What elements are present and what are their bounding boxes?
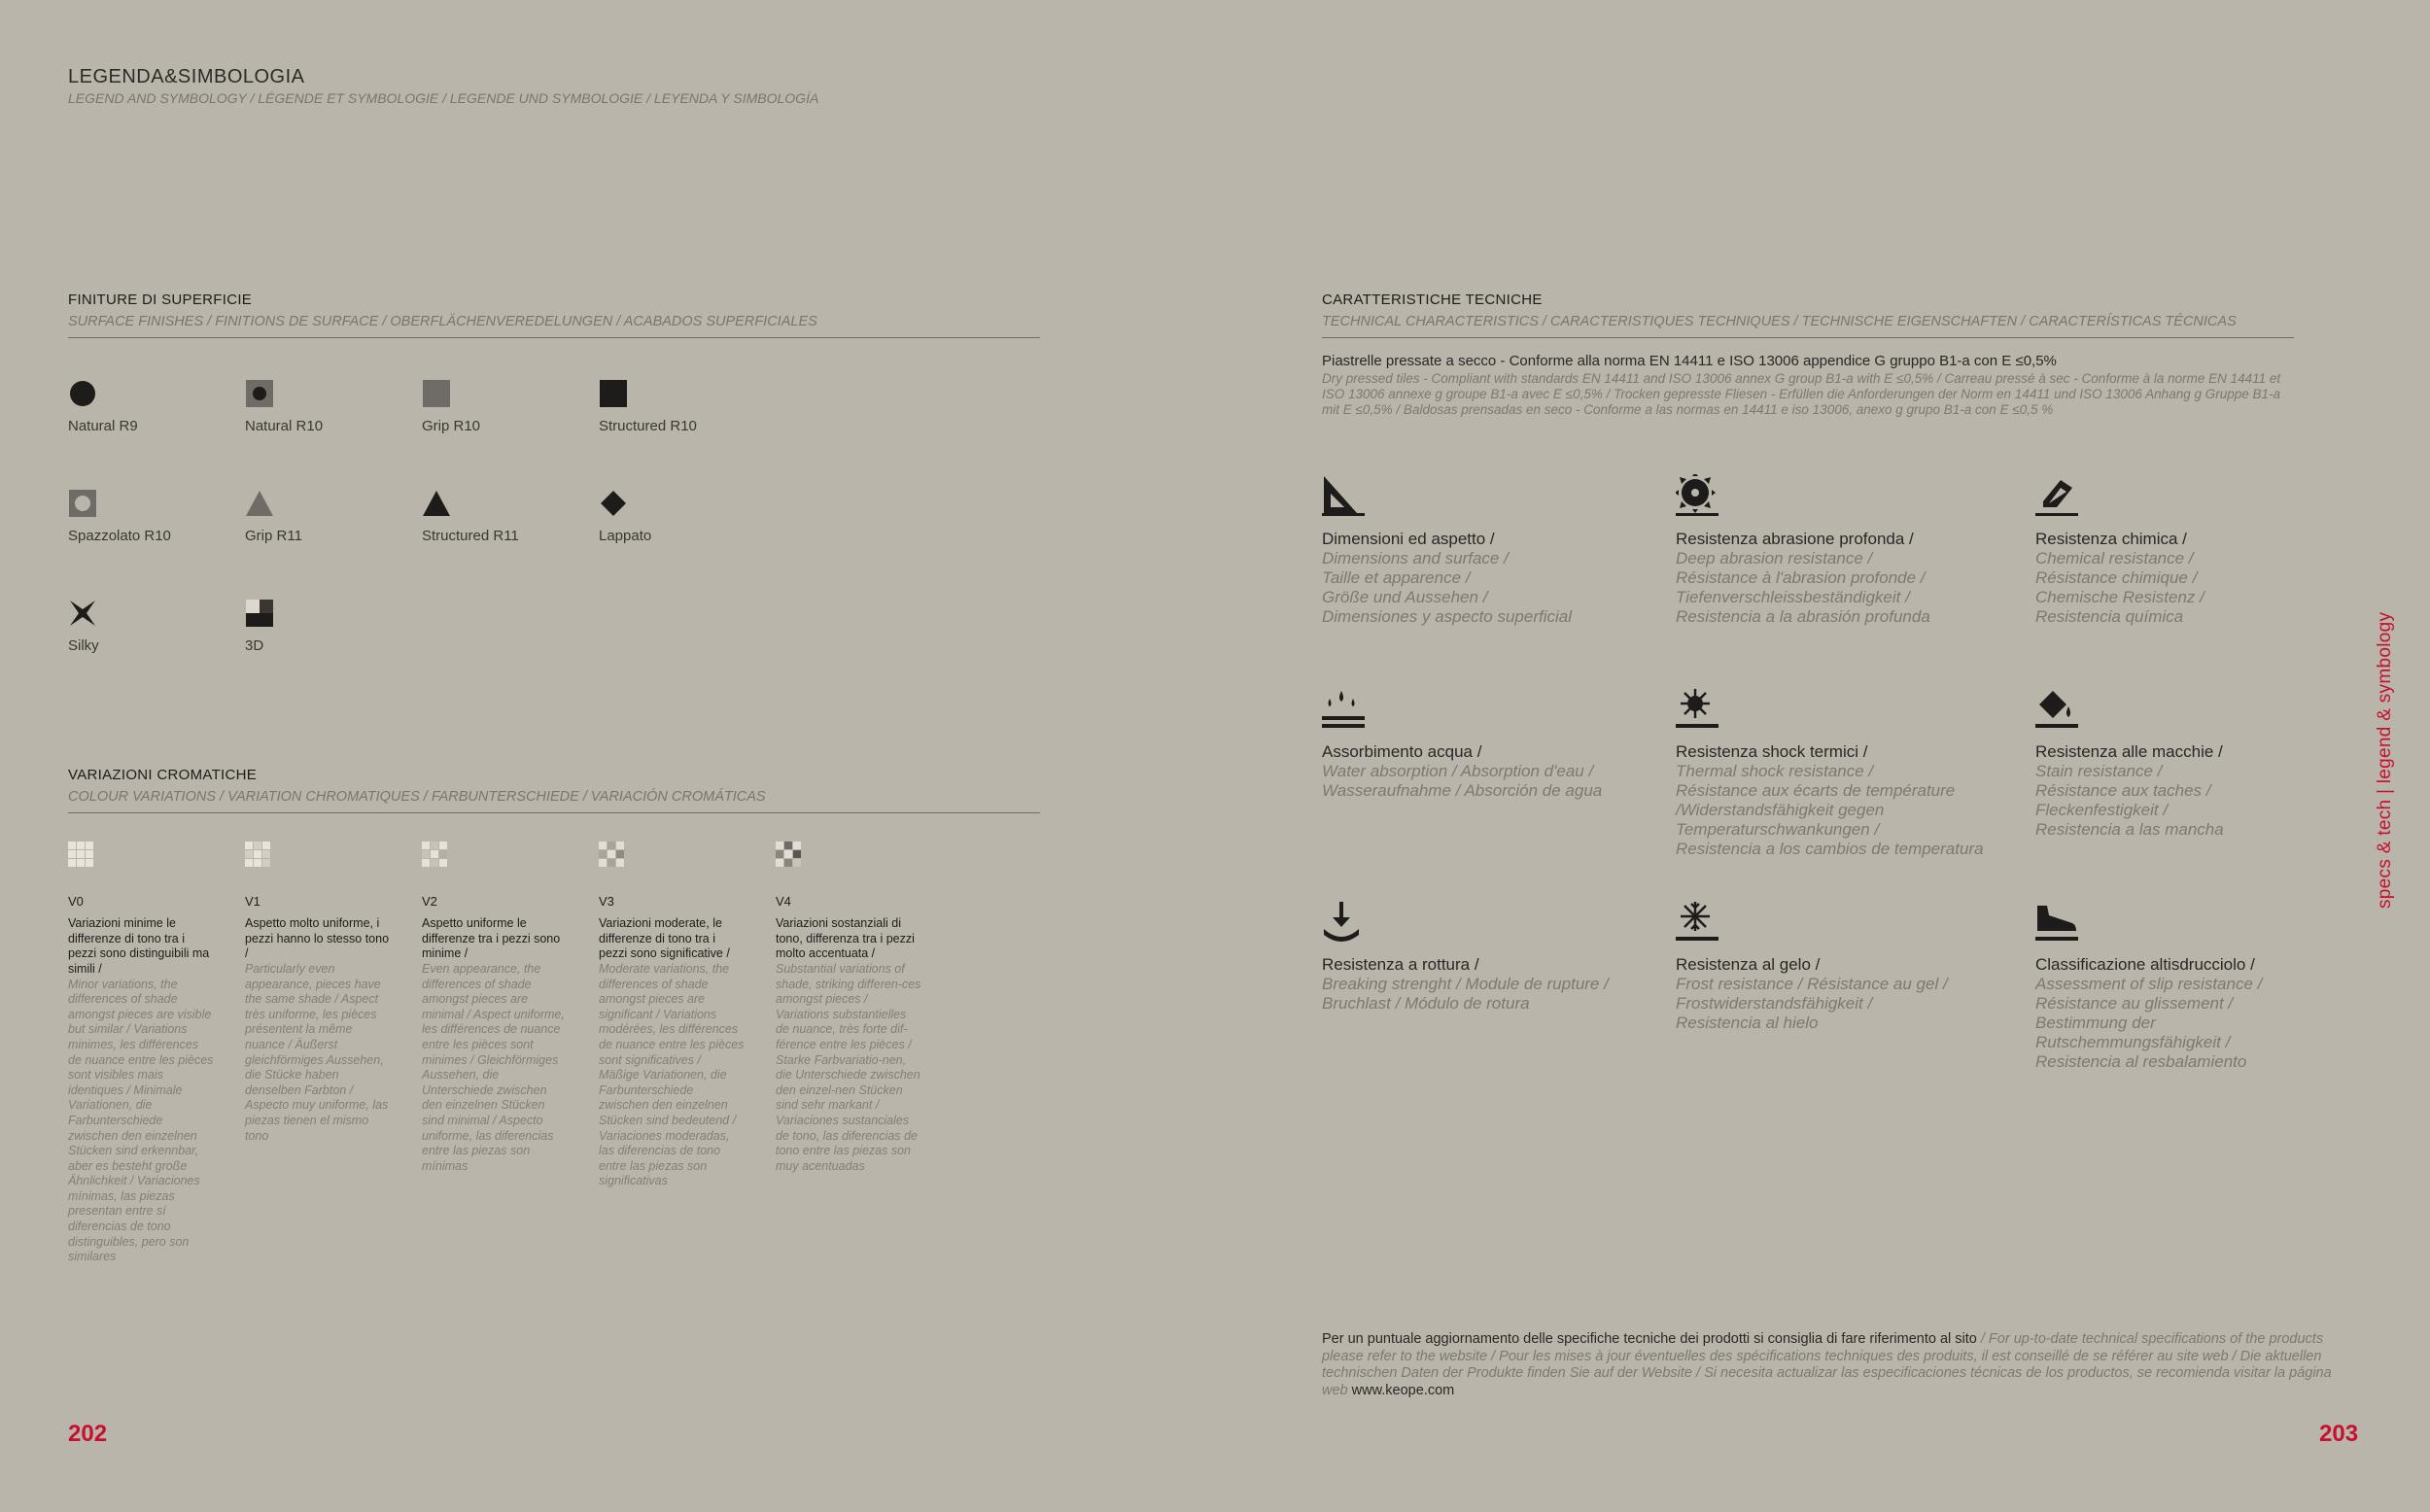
variation-code: V2: [422, 893, 437, 909]
tech-title: Resistenza a rottura /: [1322, 955, 1479, 974]
variation-translations: Particularly even appearance, pieces have the same shade / Aspect très uniforme, les pièces présentent la même nuance / Äußerst gleichförmiges Aussehen, die Stücke haben denselben Farbton / Aspecto muy uniforme, las piezas tienen el mismo tono: [245, 961, 389, 1143]
side-tab: specs & tech | legend & symbology: [2375, 611, 2395, 909]
tech-translation: Bruchlast / Módulo de rotura: [1322, 994, 1530, 1013]
finish-label: Lappato: [599, 528, 652, 544]
finish-label: 3D: [245, 637, 264, 654]
tech-translation: Resistencia al resbalamiento: [2035, 1052, 2247, 1071]
tech-translation: Assessment of slip resistance /: [2035, 975, 2263, 993]
divider: [68, 812, 1040, 813]
tech-translation: Résistance chimique /: [2035, 568, 2198, 587]
page-header: [68, 66, 818, 106]
technical-subtitle: TECHNICAL CHARACTERISTICS / CARACTERISTIQUES TECHNIQUES / TECHNISCHE EIGENSCHAFTEN / CARACTERÍSTICAS TÉCNICAS: [1322, 314, 2237, 329]
tech-item: [2035, 687, 2385, 840]
footer-translations: / For up-to-date technical specifications of the products please refer to the website / Pour les mises à jour éventuelles des spécifications techniques des produits, il est conseillé de se référer au site web / Die aktuellen technischen Daten der Produkte finden Sie auf der Website / Si necesita actualizar las especificaciones técnicas de los productos, se recomienda visitar la página web: [1322, 1331, 2332, 1398]
square-dot-icon: [245, 379, 274, 408]
black-square-icon: [599, 379, 628, 408]
variation-code: V3: [599, 893, 614, 909]
finishes-title: FINITURE DI SUPERFICIE: [68, 292, 253, 308]
tech-translation: Breaking strenght / Module de rupture /: [1322, 975, 1609, 993]
finishes-section-header: [68, 292, 1040, 338]
finish-item: [599, 379, 764, 434]
tech-translation: Resistencia a los cambios de temperatura: [1676, 840, 1984, 858]
diamond-icon: [599, 489, 628, 518]
tech-item: [1322, 687, 1672, 801]
divider: [68, 337, 1040, 338]
finish-item: [68, 489, 233, 544]
footer-main: Per un puntuale aggiornamento delle specifiche tecniche dei prodotti si consiglia di fare riferimento al sito: [1322, 1331, 1977, 1347]
finish-label: Natural R10: [245, 418, 324, 434]
page-subtitle: LEGEND AND SYMBOLOGY / LÉGENDE ET SYMBOLOGIE / LEGENDE UND SYMBOLOGIE / LEYENDA Y SIMBOLOGÍA: [68, 90, 819, 106]
website-link[interactable]: www.keope.com: [1351, 1382, 1455, 1398]
technical-intro-main: Piastrelle pressate a secco - Conforme alla norma EN 14411 e ISO 13006 appendice G gruppo B1-a con E ≤0,5%: [1322, 353, 2057, 369]
v4-swatch-icon: [776, 842, 802, 868]
variation-translations: Moderate variations, the differences of shade amongst pieces are significant / Variations modérées, les différences de nuance entre les pièces sont significatives / Mäßige Variationen, die Farbunterschiede zwischen den einzelnen Stücken sind bedeutend / Variaciones moderadas, las diferencias de tono entre las piezas son significativas: [599, 961, 745, 1188]
finish-label: Grip R11: [245, 528, 302, 544]
tech-item: [1676, 900, 2026, 1033]
variation-description: Variazioni moderate, le differenze di tono tra i pezzi sono significative /: [599, 916, 730, 961]
tech-translation: Résistance aux taches /: [2035, 781, 2211, 800]
divider: [1322, 337, 2294, 338]
page-number-left: 202: [68, 1421, 108, 1447]
variation-description: Variazioni sostanziali di tono, differenza tra i pezzi molto accentuata /: [776, 916, 915, 961]
tech-translation: Chemische Resistenz /: [2035, 588, 2204, 606]
finishes-subtitle: SURFACE FINISHES / FINITIONS DE SURFACE / OBERFLÄCHENVEREDELUNGEN / ACABADOS SUPERFICIALES: [68, 314, 817, 329]
tech-title: Classificazione altisdrucciolo /: [2035, 955, 2255, 974]
tech-title: Dimensioni ed aspetto /: [1322, 530, 1495, 548]
tech-title: Resistenza alle macchie /: [2035, 742, 2223, 761]
variation-translations: Even appearance, the differences of shade amongst pieces are minimal / Aspect uniforme, les différences de nuance entre les pièces sont minimes / Gleichförmiges Aussehen, die Unterschiede zwischen den einzelnen Stücken sind minimal / Aspecto uniforme, las diferencias entre las piezas son mínimas: [422, 961, 565, 1173]
tech-translation: Wasseraufnahme / Absorción de agua: [1322, 781, 1603, 800]
tech-item: [1676, 687, 2026, 859]
tech-translation: /Widerstandsfähigkeit gegen: [1676, 801, 1885, 819]
v2-swatch-icon: [422, 842, 448, 868]
page-number-right: 203: [2319, 1421, 2359, 1447]
tech-translation: Dimensions and surface /: [1322, 549, 1509, 567]
tech-translation: Deep abrasion resistance /: [1676, 549, 1873, 567]
tech-translation: Resistencia al hielo: [1676, 1014, 1819, 1032]
finish-label: Silky: [68, 637, 99, 654]
finish-label: Natural R9: [68, 418, 138, 434]
tech-item: [1322, 474, 1672, 627]
tech-translation: Resistencia química: [2035, 607, 2184, 626]
variation-description: Variazioni minime le differenze di tono tra i pezzi sono distinguibili ma simili /: [68, 916, 210, 976]
technical-title: CARATTERISTICHE TECNICHE: [1322, 292, 1543, 308]
v0-swatch-icon: [68, 842, 94, 868]
tech-translation: Chemical resistance /: [2035, 549, 2194, 567]
snowflake-icon: [1676, 900, 1718, 943]
variation-item: [245, 842, 391, 1144]
tech-title: Resistenza shock termici /: [1676, 742, 1868, 761]
finish-label: Grip R10: [422, 418, 481, 434]
variation-code: V1: [245, 893, 260, 909]
chemical-pour-icon: [2035, 474, 2078, 517]
technical-intro-translations: Dry pressed tiles - Compliant with standards EN 14411 and ISO 13006 annex G group B1-a with E ≤0,5% / Carreau pressé à sec - Conforme à la norme EN 14411 et ISO 13006 annexe g groupe B1-a avec E ≤0,5% / Trocken gepresste Fliesen - Erfüllen die Anforderungen der Norm en 14411 und ISO 13006 Anhang g Gruppe B1-a mit E ≤0,5% / Baldosas prensadas en seco - Conforme a las normas en 14411 e iso 13006, anexo g grupo B1-a con E ≤0,5 %: [1322, 371, 2281, 417]
variations-title: VARIAZIONI CROMATICHE: [68, 767, 258, 783]
finish-item: [422, 489, 587, 544]
finish-item: [245, 379, 410, 434]
grey-triangle-icon: [245, 489, 274, 518]
tech-title: Assorbimento acqua /: [1322, 742, 1482, 761]
thermal-shock-icon: [1676, 687, 1718, 730]
set-square-icon: [1322, 474, 1365, 517]
tech-translation: Frost resistance / Résistance au gel /: [1676, 975, 1948, 993]
star-cross-icon: [68, 599, 97, 628]
variation-item: [776, 842, 921, 1174]
tech-translation: Tiefenverschleissbeständigkeit /: [1676, 588, 1910, 606]
v1-swatch-icon: [245, 842, 271, 868]
variations-subtitle: COLOUR VARIATIONS / VARIATION CHROMATIQUES / FARBUNTERSCHIEDE / VARIACIÓN CROMÁTICAS: [68, 789, 766, 805]
variation-code: V0: [68, 893, 84, 909]
finish-label: Structured R11: [422, 528, 519, 544]
variation-code: V4: [776, 893, 791, 909]
tech-translation: Stain resistance /: [2035, 762, 2163, 780]
variation-translations: Substantial variations of shade, striking differen-ces amongst pieces / Variations substantielles de nuance, très forte dif-férence entre les pièces / Starke Farbvariatio-nen, die Unterschiede zwischen den einzel-nen Stücken sind sehr markant / Variaciones sustanciales de tono, las diferencias de tono entre las piezas son muy acentuadas: [776, 961, 921, 1173]
tech-translation: Water absorption / Absorption d'eau /: [1322, 762, 1594, 780]
saw-blade-icon: [1676, 474, 1718, 517]
variation-description: Aspetto uniforme le differenze tra i pezzi sono minime /: [422, 916, 561, 961]
variations-section-header: [68, 767, 1040, 813]
v3-swatch-icon: [599, 842, 625, 868]
variation-translations: Minor variations, the differences of shade amongst pieces are visible but similar / Variations minimes, les différences de nuance entre les pièces sont visibles mais identiques / Minimale Variationen, die Farbunterschiede zwischen den einzelnen Stücken sind erkennbar, aber es besteht große Ähnlichkeit / Variaciones mínimas, las piezas presentan entre sí diferencias de tono distinguibles, pero son similares: [68, 977, 214, 1264]
tech-translation: Dimensiones y aspecto superficial: [1322, 607, 1573, 626]
tech-item: [2035, 474, 2385, 627]
finish-item: [599, 489, 764, 544]
finish-label: Structured R10: [599, 418, 697, 434]
finish-item: [68, 379, 233, 434]
tech-translation: Bestimmung der: [2035, 1014, 2156, 1032]
technical-section-header: [1322, 292, 2294, 338]
tech-title: Resistenza chimica /: [2035, 530, 2187, 548]
variation-item: [68, 842, 214, 1265]
breaking-arrow-icon: [1322, 900, 1365, 943]
grey-square-icon: [422, 379, 451, 408]
tech-translation: Résistance au glissement /: [2035, 994, 2234, 1013]
tech-translation: Rutschemmungsfähigkeit /: [2035, 1033, 2231, 1051]
stain-bucket-icon: [2035, 687, 2078, 730]
tech-translation: Resistencia a la abrasión profunda: [1676, 607, 1930, 626]
tech-translation: Größe und Aussehen /: [1322, 588, 1488, 606]
tech-item: [1676, 474, 2026, 627]
variation-item: [422, 842, 568, 1174]
tech-translation: Résistance aux écarts de température: [1676, 781, 1956, 800]
tech-translation: Fleckenfestigkeit /: [2035, 801, 2169, 819]
square-ring-icon: [68, 489, 97, 518]
tech-translation: Résistance à l'abrasion profonde /: [1676, 568, 1926, 587]
tech-translation: Frostwiderstandsfähigkeit /: [1676, 994, 1873, 1013]
square-3d-icon: [245, 599, 274, 628]
finish-item: [245, 489, 410, 544]
tech-translation: Temperaturschwankungen /: [1676, 820, 1880, 839]
finish-item: [245, 599, 410, 654]
variation-item: [599, 842, 745, 1189]
finish-item: [422, 379, 587, 434]
finish-item: [68, 599, 233, 654]
footer-note: [1322, 1331, 2352, 1399]
filled-circle-icon: [68, 379, 97, 408]
tech-item: [1322, 900, 1672, 1014]
variation-description: Aspetto molto uniforme, i pezzi hanno lo stesso tono /: [245, 916, 390, 961]
water-drops-icon: [1322, 687, 1365, 730]
tech-title: Resistenza al gelo /: [1676, 955, 1821, 974]
tech-translation: Resistencia a las mancha: [2035, 820, 2224, 839]
tech-translation: Taille et apparence /: [1322, 568, 1471, 587]
black-triangle-icon: [422, 489, 451, 518]
tech-title: Resistenza abrasione profonda /: [1676, 530, 1914, 548]
technical-intro: [1322, 353, 2294, 418]
page-title: LEGENDA&SIMBOLOGIA: [68, 66, 305, 87]
shoe-icon: [2035, 900, 2078, 943]
finish-label: Spazzolato R10: [68, 528, 171, 544]
tech-translation: Thermal shock resistance /: [1676, 762, 1874, 780]
tech-item: [2035, 900, 2385, 1072]
